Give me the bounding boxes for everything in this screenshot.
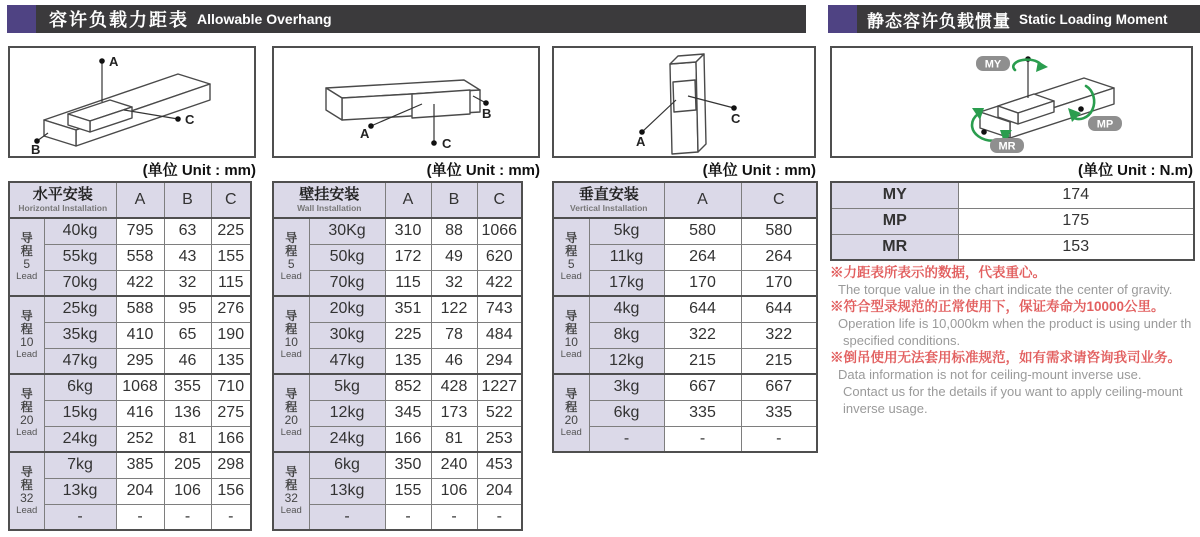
value-cell: - (741, 426, 817, 452)
value-cell: 620 (477, 244, 522, 270)
value-cell: 215 (741, 348, 817, 374)
lead-zh-char: 程 (565, 322, 578, 337)
value-cell: - (164, 504, 211, 530)
value-cell: - (116, 504, 164, 530)
table-row (9, 374, 251, 400)
load-cell: 30kg (309, 322, 385, 348)
vertical-installation-table (552, 181, 818, 453)
value-cell: 428 (431, 374, 477, 400)
load-cell: - (309, 504, 385, 530)
table-title-zh: 壁挂安装 (299, 185, 360, 203)
value-cell: - (211, 504, 251, 530)
lead-zh-char: 程 (285, 478, 298, 493)
lead-cell (553, 218, 589, 296)
lead-zh-char: 导 (20, 387, 33, 401)
value-cell: 588 (116, 296, 164, 322)
lead-zh-char: 程 (20, 478, 33, 493)
value-cell: 106 (164, 478, 211, 504)
column-header-c: C (477, 182, 522, 218)
value-cell: 422 (477, 270, 522, 296)
table-row (9, 270, 251, 296)
table-row (553, 426, 817, 452)
section-title-en: Allowable Overhang (197, 11, 332, 27)
value-cell: 580 (741, 218, 817, 244)
lead-zh-char: 导 (20, 231, 33, 245)
load-cell: 5kg (589, 218, 664, 244)
value-cell: 322 (741, 322, 817, 348)
value-cell: 264 (664, 244, 741, 270)
value-cell: 335 (741, 400, 817, 426)
lead-cell (553, 374, 589, 452)
table-header-row (9, 182, 251, 218)
lead-en-label: Lead (280, 504, 302, 516)
lead-number: 20 (20, 413, 34, 428)
column-header-b: B (431, 182, 477, 218)
value-cell: 580 (664, 218, 741, 244)
unit-label-mm: (单位 Unit : mm) (426, 162, 540, 179)
section-title-en: Static Loading Moment (1019, 11, 1168, 27)
table-row (273, 426, 522, 452)
value-cell: 385 (116, 452, 164, 478)
load-cell: 25kg (44, 296, 116, 322)
value-cell: 422 (116, 270, 164, 296)
value-cell: 170 (664, 270, 741, 296)
load-cell: 13kg (309, 478, 385, 504)
load-cell: 47kg (309, 348, 385, 374)
value-cell: 252 (116, 426, 164, 452)
vertical-installation-diagram (552, 46, 816, 158)
value-cell: 295 (116, 348, 164, 374)
lead-number: 20 (284, 413, 298, 428)
load-cell: 7kg (44, 452, 116, 478)
table-title-en: Wall Installation (297, 203, 362, 214)
point-a-label: A (636, 134, 646, 149)
table-row (273, 504, 522, 530)
value-cell: - (385, 504, 431, 530)
value-cell: 190 (211, 322, 251, 348)
lead-en-label: Lead (280, 426, 302, 438)
value-cell: 852 (385, 374, 431, 400)
value-cell: 225 (211, 218, 251, 244)
value-cell: 46 (164, 348, 211, 374)
lead-number: 10 (284, 335, 298, 350)
lead-number: 10 (20, 335, 34, 350)
table-row (273, 322, 522, 348)
lead-en-label: Lead (280, 270, 302, 282)
point-a-label: A (360, 126, 370, 141)
table-row (553, 270, 817, 296)
moment-diagram (830, 46, 1193, 158)
table-title-en: Horizontal Installation (18, 203, 108, 214)
lead-zh-char: 程 (565, 244, 578, 259)
lead-en-label: Lead (16, 426, 38, 438)
purple-accent-square (7, 5, 36, 33)
table-row (553, 244, 817, 270)
moment-row (831, 182, 1194, 208)
load-cell: 17kg (589, 270, 664, 296)
value-cell: 264 (741, 244, 817, 270)
value-cell: 95 (164, 296, 211, 322)
table-header-row (273, 182, 522, 218)
unit-label-mm: (单位 Unit : mm) (702, 162, 816, 179)
note-en-line: Contact us for the details if you want to apply ceiling-mount (843, 384, 1183, 399)
load-cell: 70kg (309, 270, 385, 296)
moment-value-cell: 175 (958, 208, 1194, 234)
table-row (9, 426, 251, 452)
value-cell: 795 (116, 218, 164, 244)
value-cell: 155 (385, 478, 431, 504)
lead-number: 10 (564, 335, 578, 350)
load-cell: 6kg (309, 452, 385, 478)
point-a-label: A (109, 54, 119, 69)
value-cell: - (431, 504, 477, 530)
value-cell: 1068 (116, 374, 164, 400)
value-cell: 355 (164, 374, 211, 400)
point-b-label: B (482, 106, 492, 121)
section-title-zh: 容许负载力距表 (49, 10, 189, 30)
table-title-cell (9, 182, 116, 218)
value-cell: 298 (211, 452, 251, 478)
value-cell: 156 (211, 478, 251, 504)
lead-zh-char: 导 (285, 465, 298, 479)
load-cell: 12kg (589, 348, 664, 374)
lead-number: 32 (20, 491, 34, 506)
value-cell: 240 (431, 452, 477, 478)
lead-zh-char: 程 (285, 322, 298, 337)
value-cell: 453 (477, 452, 522, 478)
note-en-line: inverse usage. (843, 401, 928, 416)
lead-zh-char: 导 (285, 309, 298, 323)
lead-number: 20 (564, 413, 578, 428)
table-row (553, 400, 817, 426)
value-cell: 416 (116, 400, 164, 426)
table-row (9, 244, 251, 270)
load-cell: 5kg (309, 374, 385, 400)
lead-zh-char: 程 (285, 400, 298, 415)
table-row (273, 244, 522, 270)
lead-number: 5 (287, 257, 295, 272)
load-cell: 50kg (309, 244, 385, 270)
value-cell: 170 (741, 270, 817, 296)
load-cell: 55kg (44, 244, 116, 270)
column-header-c: C (741, 182, 817, 218)
load-cell: 20kg (309, 296, 385, 322)
value-cell: 276 (211, 296, 251, 322)
load-cell: 24kg (309, 426, 385, 452)
table-title-zh: 水平安装 (32, 185, 93, 203)
value-cell: 345 (385, 400, 431, 426)
load-cell: - (44, 504, 116, 530)
value-cell: 484 (477, 322, 522, 348)
value-cell: 1227 (477, 374, 522, 400)
lead-zh-char: 导 (285, 387, 298, 401)
table-row (273, 270, 522, 296)
point-c-label: C (185, 112, 195, 127)
value-cell: 410 (116, 322, 164, 348)
lead-zh-char: 导 (20, 309, 33, 323)
lead-en-label: Lead (280, 348, 302, 360)
value-cell: 225 (385, 322, 431, 348)
value-cell: 294 (477, 348, 522, 374)
note-en-line: Data information is not for ceiling-mount inverse use. (838, 367, 1142, 382)
point-b-label: B (31, 142, 41, 156)
lead-en-label: Lead (560, 270, 582, 282)
table-row (553, 322, 817, 348)
note-en-line: specified conditions. (843, 333, 961, 348)
load-cell: 8kg (589, 322, 664, 348)
lead-zh-char: 程 (285, 244, 298, 259)
load-cell: 3kg (589, 374, 664, 400)
table-row (273, 478, 522, 504)
load-cell: 11kg (589, 244, 664, 270)
table-row (9, 504, 251, 530)
value-cell: 522 (477, 400, 522, 426)
table-title-en: Vertical Installation (570, 203, 648, 214)
value-cell: - (664, 426, 741, 452)
moment-row (831, 234, 1194, 260)
table-row (9, 296, 251, 322)
value-cell: 710 (211, 374, 251, 400)
value-cell: 115 (385, 270, 431, 296)
value-cell: 115 (211, 270, 251, 296)
value-cell: 78 (431, 322, 477, 348)
value-cell: 49 (431, 244, 477, 270)
lead-zh-char: 导 (565, 309, 578, 323)
value-cell: 667 (664, 374, 741, 400)
moment-label-cell: MP (831, 208, 958, 234)
value-cell: 173 (431, 400, 477, 426)
lead-cell (273, 374, 309, 452)
value-cell: 351 (385, 296, 431, 322)
load-cell: 70kg (44, 270, 116, 296)
load-cell: 40kg (44, 218, 116, 244)
value-cell: 122 (431, 296, 477, 322)
lead-en-label: Lead (16, 504, 38, 516)
value-cell: 43 (164, 244, 211, 270)
lead-zh-char: 导 (565, 231, 578, 245)
value-cell: 136 (164, 400, 211, 426)
load-cell: - (589, 426, 664, 452)
section-header-static-loading-moment (828, 5, 1200, 33)
value-cell: 32 (431, 270, 477, 296)
value-cell: 65 (164, 322, 211, 348)
value-cell: 275 (211, 400, 251, 426)
value-cell: 204 (116, 478, 164, 504)
value-cell: 667 (741, 374, 817, 400)
point-c-label: C (442, 136, 452, 151)
value-cell: 32 (164, 270, 211, 296)
mr-badge: MR (998, 140, 1016, 153)
table-row (553, 348, 817, 374)
value-cell: 135 (211, 348, 251, 374)
table-row (553, 296, 817, 322)
lead-zh-char: 导 (20, 465, 33, 479)
value-cell: 81 (431, 426, 477, 452)
load-cell: 4kg (589, 296, 664, 322)
moment-label-cell: MR (831, 234, 958, 260)
load-cell: 13kg (44, 478, 116, 504)
lead-cell (273, 296, 309, 374)
lead-zh-char: 程 (565, 400, 578, 415)
table-row (553, 218, 817, 244)
load-cell: 6kg (44, 374, 116, 400)
value-cell: 215 (664, 348, 741, 374)
value-cell: 322 (664, 322, 741, 348)
load-cell: 12kg (309, 400, 385, 426)
value-cell: 106 (431, 478, 477, 504)
section-header-allowable-overhang (7, 5, 806, 33)
lead-number: 5 (23, 257, 31, 272)
note-en-line: Operation life is 10,000km when the product is using under th (838, 316, 1192, 331)
lead-en-label: Lead (16, 348, 38, 360)
moment-value-cell: 153 (958, 234, 1194, 260)
column-header-a: A (385, 182, 431, 218)
moment-row (831, 208, 1194, 234)
value-cell: 644 (664, 296, 741, 322)
lead-en-label: Lead (560, 348, 582, 360)
table-title-cell (553, 182, 664, 218)
value-cell: 644 (741, 296, 817, 322)
value-cell: 1066 (477, 218, 522, 244)
load-cell: 35kg (44, 322, 116, 348)
table-row (273, 374, 522, 400)
lead-zh-char: 程 (20, 400, 33, 415)
point-c-label: C (731, 111, 741, 126)
load-cell: 6kg (589, 400, 664, 426)
table-title-cell (273, 182, 385, 218)
table-row (273, 400, 522, 426)
table-row (9, 452, 251, 478)
lead-number: 32 (284, 491, 298, 506)
table-row (553, 374, 817, 400)
table-row (273, 452, 522, 478)
table-row (9, 400, 251, 426)
value-cell: 253 (477, 426, 522, 452)
value-cell: 204 (477, 478, 522, 504)
lead-number: 5 (567, 257, 575, 272)
moment-label-cell: MY (831, 182, 958, 208)
load-cell: 24kg (44, 426, 116, 452)
note-zh: ※符合型录规范的正常使用下，保证寿命为10000公里。 (830, 299, 1165, 314)
table-row (273, 218, 522, 244)
value-cell: 335 (664, 400, 741, 426)
value-cell: 135 (385, 348, 431, 374)
lead-cell (273, 452, 309, 530)
value-cell: 155 (211, 244, 251, 270)
value-cell: 205 (164, 452, 211, 478)
value-cell: 81 (164, 426, 211, 452)
value-cell: 166 (385, 426, 431, 452)
table-row (273, 348, 522, 374)
table-header-row (553, 182, 817, 218)
lead-cell (9, 296, 44, 374)
note-zh: ※倒吊使用无法套用标准规范，如有需求请咨询我司业务。 (830, 350, 1181, 365)
value-cell: 63 (164, 218, 211, 244)
value-cell: 46 (431, 348, 477, 374)
value-cell: - (477, 504, 522, 530)
horizontal-installation-table (8, 181, 252, 531)
load-cell: 30Kg (309, 218, 385, 244)
static-loading-moment-table (830, 181, 1195, 261)
lead-zh-char: 程 (20, 244, 33, 259)
column-header-b: B (164, 182, 211, 218)
unit-label-mm: (单位 Unit : mm) (142, 162, 256, 179)
lead-en-label: Lead (560, 426, 582, 438)
value-cell: 88 (431, 218, 477, 244)
table-row (273, 296, 522, 322)
lead-cell (9, 218, 44, 296)
moment-value-cell: 174 (958, 182, 1194, 208)
lead-en-label: Lead (16, 270, 38, 282)
value-cell: 350 (385, 452, 431, 478)
lead-cell (273, 218, 309, 296)
table-row (9, 478, 251, 504)
lead-zh-char: 导 (565, 387, 578, 401)
value-cell: 558 (116, 244, 164, 270)
table-row (9, 218, 251, 244)
load-cell: 15kg (44, 400, 116, 426)
lead-zh-char: 导 (285, 231, 298, 245)
value-cell: 172 (385, 244, 431, 270)
lead-cell (553, 296, 589, 374)
value-cell: 166 (211, 426, 251, 452)
load-cell: 47kg (44, 348, 116, 374)
wall-installation-diagram (272, 46, 540, 158)
lead-cell (9, 452, 44, 530)
table-title-zh: 垂直安装 (578, 185, 639, 203)
value-cell: 310 (385, 218, 431, 244)
horizontal-installation-diagram (8, 46, 256, 158)
mp-badge: MP (1096, 118, 1114, 131)
purple-accent-square (828, 5, 857, 33)
footnotes (830, 264, 1198, 417)
wall-installation-table (272, 181, 523, 531)
column-header-a: A (116, 182, 164, 218)
my-badge: MY (984, 58, 1002, 71)
lead-zh-char: 程 (20, 322, 33, 337)
table-row (9, 348, 251, 374)
section-title-zh: 静态容许负载惯量 (867, 11, 1011, 31)
note-en-line: The torque value in the chart indicate the center of gravity. (838, 282, 1173, 297)
value-cell: 743 (477, 296, 522, 322)
column-header-c: C (211, 182, 251, 218)
lead-cell (9, 374, 44, 452)
note-zh: ※力距表所表示的数据，代表重心。 (830, 265, 1046, 280)
table-row (9, 322, 251, 348)
unit-label-nm: (单位 Unit : N.m) (1078, 162, 1193, 179)
column-header-a: A (664, 182, 741, 218)
